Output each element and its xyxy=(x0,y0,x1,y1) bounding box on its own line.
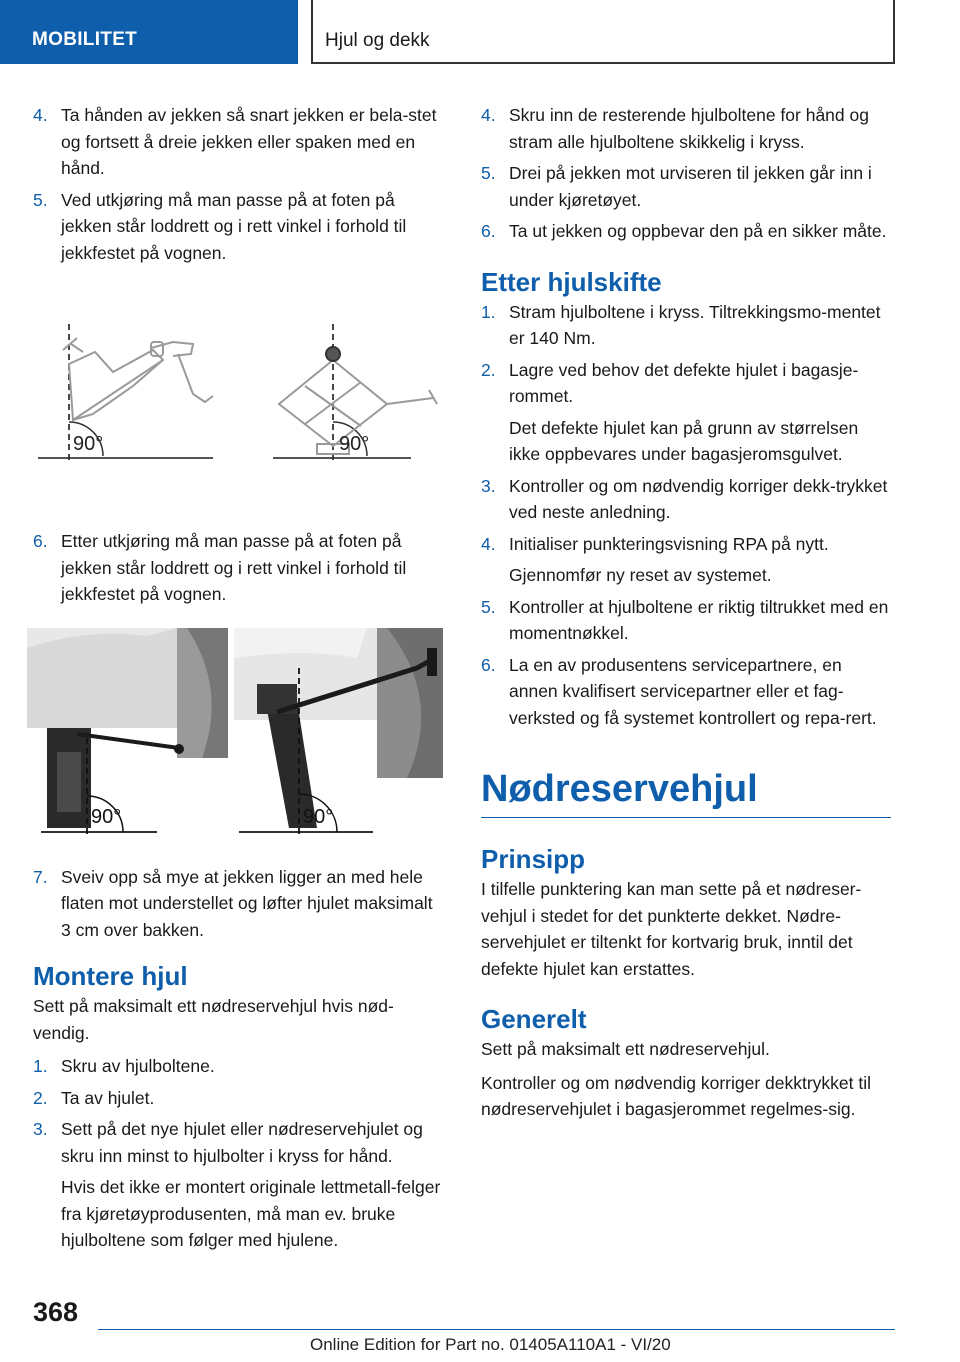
list-item xyxy=(481,357,891,410)
step-text: Sett på det nye hjulet eller nødreservehjulet og skru inn minst to hjulbolter i kryss for hånd. xyxy=(61,1119,423,1166)
angle-label: 90° xyxy=(303,805,334,828)
step-text: Ta ut jekken og oppbevar den på en sikker måte. xyxy=(509,221,887,241)
footer-divider xyxy=(98,1329,895,1330)
step-text: Initialiser punkteringsvisning RPA på nytt. xyxy=(509,533,829,554)
edition-note: Online Edition for Part no. 01405A110A1 - VI/20 xyxy=(310,1335,671,1354)
list-item xyxy=(481,473,891,526)
jack-photo-left xyxy=(27,628,228,834)
angle-label: 90° xyxy=(73,433,104,455)
jack-line-drawings xyxy=(33,324,443,484)
mount-wheel-heading: Montere hjul xyxy=(33,961,188,991)
general-text-2: Kontroller og om nødvendig korriger dekktrykket til nødreservehjulet i bagasjerommet regelmes-sig. xyxy=(481,1072,872,1119)
after-change-heading: Etter hjulskifte xyxy=(481,266,662,297)
list-item xyxy=(481,299,891,352)
step-number: 5. xyxy=(481,163,496,183)
step-text: La en av produsentens servicepartnere, en annen kvalifisert servicepartner eller et fag-verksted og få systemet kontrollert og repa-rert. xyxy=(509,654,877,728)
step-text: Skru av hjulboltene. xyxy=(61,1056,215,1076)
mount-intro: Sett på maksimalt ett nødreservehjul hvis nød-vendig. xyxy=(33,996,394,1043)
list-item xyxy=(33,1116,443,1169)
list-item xyxy=(33,187,443,267)
list-item xyxy=(481,218,891,245)
section-header xyxy=(311,0,895,64)
angle-label: 90° xyxy=(339,433,370,455)
step-number: 4. xyxy=(481,533,496,554)
chapter-tab xyxy=(0,0,298,64)
step-text: Lagre ved behov det defekte hjulet i bagasje-rommet. xyxy=(509,359,859,406)
list-item xyxy=(33,864,443,944)
step-note: Hvis det ikke er montert originale lettmetall-felger fra kjøretøyprodusenten, må man ev. bruke hjulboltene som følger med hjulene. xyxy=(61,1177,441,1250)
page-number: 368 xyxy=(33,1297,79,1327)
step-number: 6. xyxy=(33,531,48,551)
step-number: 3. xyxy=(481,475,496,496)
chapter-title: MOBILITET xyxy=(32,29,138,50)
jack-photos xyxy=(27,628,443,834)
jack-photo-figure xyxy=(27,628,443,834)
right-column xyxy=(481,102,891,1130)
step-number: 7. xyxy=(33,866,48,887)
step-text: Kontroller at hjulboltene er riktig tiltrukket med en momentnøkkel. xyxy=(509,596,889,643)
list-item xyxy=(33,528,443,608)
list-item xyxy=(481,594,891,647)
step-note: Gjennomfør ny reset av systemet. xyxy=(509,565,772,585)
jack-diagram-figure xyxy=(33,324,443,484)
step-text: Etter utkjøring må man passe på at foten på jekken står loddrett og i rett vinkel i forhold til jekkfestet på vognen. xyxy=(61,531,407,604)
step-number: 4. xyxy=(33,105,48,125)
step-number: 1. xyxy=(481,301,496,322)
step-number: 5. xyxy=(481,596,496,617)
list-item xyxy=(33,1085,443,1112)
step-text: Stram hjulboltene i kryss. Tiltrekkingsmo-mentet er 140 Nm. xyxy=(509,301,881,348)
list-item xyxy=(481,531,891,558)
list-item xyxy=(481,102,891,155)
step-text: Ta av hjulet. xyxy=(61,1087,155,1108)
list-item xyxy=(481,160,891,213)
step-text: Skru inn de resterende hjulboltene for hånd og stram alle hjulboltene skikkelig i kryss. xyxy=(509,105,869,152)
step-number: 1. xyxy=(33,1056,48,1076)
list-item xyxy=(481,652,891,732)
left-column xyxy=(33,102,443,1259)
principle-text: I tilfelle punktering kan man sette på et nødreser-vehjul i stedet for det punkterte dekket. Nødre-servehjulet er tiltenkt for kortvarig bruk, inntil det defekte hjulet kan erstattes. xyxy=(481,879,862,979)
jack-side-view xyxy=(38,324,213,464)
general-heading: Generelt xyxy=(481,1004,587,1034)
step-number: 6. xyxy=(481,221,496,241)
step-text: Drei på jekken mot urviseren til jekken går inn i under kjøretøyet. xyxy=(509,163,872,210)
list-item xyxy=(33,102,443,182)
list-item xyxy=(33,1053,443,1080)
jack-photo-right xyxy=(234,628,443,834)
chapter-heading: Nødreservehjul xyxy=(481,765,891,818)
step-number: 2. xyxy=(33,1087,48,1108)
step-number: 2. xyxy=(481,359,496,380)
step-number: 5. xyxy=(33,189,48,210)
general-text-1: Sett på maksimalt ett nødreservehjul. xyxy=(481,1039,770,1059)
step-number: 6. xyxy=(481,654,496,675)
step-text: Kontroller og om nødvendig korriger dekk-trykket ved neste anledning. xyxy=(509,475,888,522)
section-title: Hjul og dekk xyxy=(325,30,430,51)
step-text: Ta hånden av jekken så snart jekken er bela-stet og fortsett å dreie jekken eller spaken med en hånd. xyxy=(61,105,437,178)
step-number: 3. xyxy=(33,1119,48,1139)
step-number: 4. xyxy=(481,105,496,125)
step-text: Sveiv opp så mye at jekken ligger an med hele flaten mot understellet og løfter hjulet maksimalt 3 cm over bakken. xyxy=(61,866,433,940)
angle-label: 90° xyxy=(91,805,122,828)
principle-heading: Prinsipp xyxy=(481,844,586,874)
step-text: Ved utkjøring må man passe på at foten på jekken står loddrett og i rett vinkel i forhold til jekkfestet på vognen. xyxy=(61,189,407,263)
step-note: Det defekte hjulet kan på grunn av størrelsen ikke oppbevares under bagasjeromsgulvet. xyxy=(509,417,859,464)
